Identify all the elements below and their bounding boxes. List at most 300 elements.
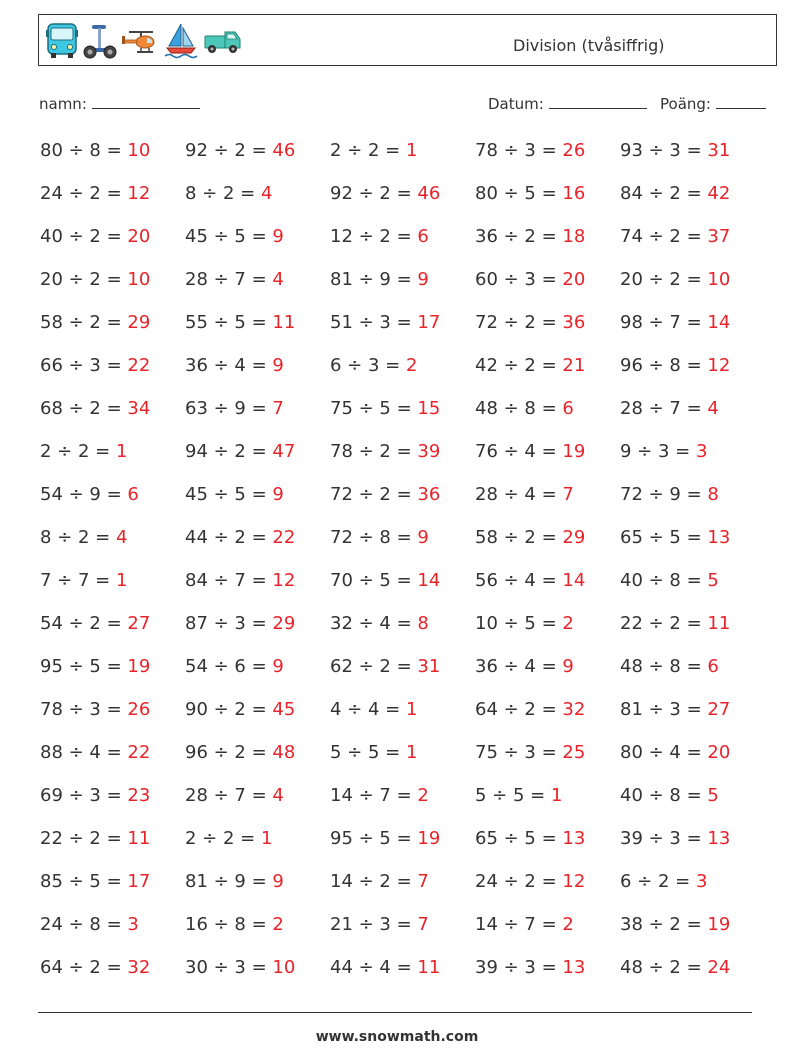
problem-answer: 4 xyxy=(272,269,284,290)
problem-answer: 9 xyxy=(272,656,284,677)
problem-question: 58 ÷ 2 = xyxy=(40,312,128,333)
date-line xyxy=(549,94,647,109)
problem-question: 30 ÷ 3 = xyxy=(185,957,273,978)
problem xyxy=(40,570,127,591)
problem-answer: 13 xyxy=(562,957,586,978)
problem-answer: 6 xyxy=(127,484,139,505)
problem-answer: 9 xyxy=(272,226,284,247)
problem-answer: 19 xyxy=(707,914,731,935)
problem xyxy=(330,269,429,290)
problem-answer: 1 xyxy=(405,742,418,763)
problem-answer: 6 xyxy=(417,226,429,247)
problem xyxy=(330,226,429,247)
problem xyxy=(330,914,429,935)
problem-question: 28 ÷ 4 = xyxy=(475,484,563,505)
problem-question: 36 ÷ 4 = xyxy=(475,656,563,677)
problem-answer: 27 xyxy=(127,613,151,634)
problem xyxy=(475,140,585,161)
problem-question: 84 ÷ 7 = xyxy=(185,570,273,591)
problem xyxy=(330,742,417,763)
problem xyxy=(185,355,284,376)
problem xyxy=(185,441,295,462)
problem-answer: 1 xyxy=(550,785,563,806)
problem xyxy=(40,441,127,462)
problem-answer: 11 xyxy=(707,613,731,634)
problem xyxy=(185,398,284,419)
problem xyxy=(620,527,730,548)
problem xyxy=(185,527,295,548)
problem-question: 70 ÷ 5 = xyxy=(330,570,418,591)
problem-question: 22 ÷ 2 = xyxy=(40,828,128,849)
problem xyxy=(185,656,284,677)
problem-answer: 12 xyxy=(707,355,731,376)
problem xyxy=(40,742,150,763)
problem xyxy=(185,742,295,763)
problem-answer: 1 xyxy=(260,828,273,849)
problem-answer: 10 xyxy=(127,269,151,290)
problem xyxy=(330,398,440,419)
problem-question: 75 ÷ 5 = xyxy=(330,398,418,419)
problem-answer: 20 xyxy=(562,269,586,290)
problem-answer: 22 xyxy=(127,742,151,763)
problem xyxy=(40,914,139,935)
problem xyxy=(330,785,429,806)
problem-answer: 1 xyxy=(405,699,418,720)
problem xyxy=(475,742,585,763)
problem xyxy=(620,656,719,677)
problem-question: 96 ÷ 2 = xyxy=(185,742,273,763)
problem xyxy=(185,828,272,849)
problem xyxy=(620,355,730,376)
problem xyxy=(475,828,585,849)
problem-answer: 18 xyxy=(562,226,586,247)
problem-question: 14 ÷ 2 = xyxy=(330,871,418,892)
problem xyxy=(40,656,150,677)
problem-answer: 26 xyxy=(127,699,151,720)
name-label: namn: xyxy=(39,95,87,113)
problem xyxy=(330,656,440,677)
problem xyxy=(185,785,284,806)
problem-question: 81 ÷ 9 = xyxy=(330,269,418,290)
problem xyxy=(620,613,730,634)
problem xyxy=(475,398,574,419)
problem-answer: 37 xyxy=(707,226,731,247)
problem-question: 54 ÷ 2 = xyxy=(40,613,128,634)
problem-answer: 9 xyxy=(417,527,429,548)
problem-answer: 4 xyxy=(115,527,128,548)
problem xyxy=(40,957,150,978)
problem-question: 28 ÷ 7 = xyxy=(185,785,273,806)
problem-question: 21 ÷ 3 = xyxy=(330,914,418,935)
problem-answer: 16 xyxy=(562,183,586,204)
problem-question: 84 ÷ 2 = xyxy=(620,183,708,204)
problem-question: 2 ÷ 2 = xyxy=(330,140,406,161)
problem xyxy=(185,183,272,204)
problem-answer: 12 xyxy=(127,183,151,204)
problem-answer: 11 xyxy=(417,957,441,978)
problem-answer: 8 xyxy=(417,613,429,634)
problem xyxy=(185,269,284,290)
problem-question: 98 ÷ 7 = xyxy=(620,312,708,333)
problem-question: 42 ÷ 2 = xyxy=(475,355,563,376)
problem-answer: 6 xyxy=(707,656,719,677)
problem-answer: 13 xyxy=(707,828,731,849)
problem-question: 22 ÷ 2 = xyxy=(620,613,708,634)
problem-question: 32 ÷ 4 = xyxy=(330,613,418,634)
problem-question: 5 ÷ 5 = xyxy=(330,742,406,763)
footer-divider xyxy=(38,1012,752,1013)
problem-question: 48 ÷ 2 = xyxy=(620,957,708,978)
problem-question: 48 ÷ 8 = xyxy=(620,656,708,677)
problem-question: 68 ÷ 2 = xyxy=(40,398,128,419)
problem xyxy=(330,871,429,892)
problem-question: 60 ÷ 3 = xyxy=(475,269,563,290)
problem-answer: 9 xyxy=(272,355,284,376)
problem-answer: 9 xyxy=(272,871,284,892)
problem-answer: 31 xyxy=(707,140,731,161)
problem xyxy=(185,570,295,591)
problem-answer: 11 xyxy=(127,828,151,849)
problem-question: 44 ÷ 4 = xyxy=(330,957,418,978)
problem-question: 16 ÷ 8 = xyxy=(185,914,273,935)
problem xyxy=(185,914,284,935)
problem xyxy=(330,183,440,204)
problem-answer: 17 xyxy=(127,871,151,892)
problem-answer: 24 xyxy=(707,957,731,978)
problem xyxy=(620,742,730,763)
problem-answer: 2 xyxy=(562,914,574,935)
problem xyxy=(185,312,295,333)
problem-answer: 21 xyxy=(562,355,586,376)
problem xyxy=(620,183,730,204)
problem-question: 36 ÷ 4 = xyxy=(185,355,273,376)
problem-answer: 2 xyxy=(562,613,574,634)
problem xyxy=(620,140,730,161)
problem-question: 39 ÷ 3 = xyxy=(620,828,708,849)
problem-answer: 1 xyxy=(405,140,418,161)
problem xyxy=(40,398,150,419)
problem-question: 2 ÷ 2 = xyxy=(185,828,261,849)
problem xyxy=(620,828,730,849)
problem xyxy=(185,957,295,978)
problem-question: 95 ÷ 5 = xyxy=(330,828,418,849)
problem-question: 40 ÷ 8 = xyxy=(620,570,708,591)
problem-question: 72 ÷ 2 = xyxy=(475,312,563,333)
problem xyxy=(475,613,574,634)
problem-question: 12 ÷ 2 = xyxy=(330,226,418,247)
problem xyxy=(330,484,440,505)
footer-url: www.snowmath.com xyxy=(315,1029,479,1045)
segway-icon xyxy=(83,22,117,60)
problem xyxy=(330,312,440,333)
name-line xyxy=(92,94,200,109)
problem-question: 93 ÷ 3 = xyxy=(620,140,708,161)
problem xyxy=(40,871,150,892)
problem xyxy=(330,355,417,376)
problem-question: 72 ÷ 2 = xyxy=(330,484,418,505)
problem-question: 4 ÷ 4 = xyxy=(330,699,406,720)
score-line xyxy=(716,94,766,109)
problem-answer: 2 xyxy=(405,355,418,376)
problem-question: 80 ÷ 4 = xyxy=(620,742,708,763)
problem-answer: 7 xyxy=(562,484,574,505)
problem xyxy=(40,140,150,161)
problem-answer: 36 xyxy=(417,484,441,505)
problem-answer: 11 xyxy=(272,312,296,333)
name-field xyxy=(39,94,200,113)
problem xyxy=(475,570,585,591)
icon-strip xyxy=(45,21,243,61)
problem xyxy=(40,355,150,376)
problem xyxy=(40,226,150,247)
problem-question: 72 ÷ 8 = xyxy=(330,527,418,548)
problem-answer: 22 xyxy=(272,527,296,548)
problem xyxy=(185,613,295,634)
problem xyxy=(475,183,585,204)
worksheet-header xyxy=(38,14,777,66)
problem xyxy=(475,914,574,935)
problem xyxy=(620,914,730,935)
problem-question: 51 ÷ 3 = xyxy=(330,312,418,333)
problem-question: 81 ÷ 3 = xyxy=(620,699,708,720)
problem-answer: 46 xyxy=(272,140,296,161)
problem-answer: 8 xyxy=(707,484,719,505)
problem-question: 38 ÷ 2 = xyxy=(620,914,708,935)
problem-question: 72 ÷ 9 = xyxy=(620,484,708,505)
problem-answer: 3 xyxy=(695,441,708,462)
problem-answer: 5 xyxy=(707,785,719,806)
problem xyxy=(475,269,585,290)
problem-question: 45 ÷ 5 = xyxy=(185,484,273,505)
problem xyxy=(330,613,429,634)
problem-question: 90 ÷ 2 = xyxy=(185,699,273,720)
problem xyxy=(185,871,284,892)
problem xyxy=(620,398,719,419)
problem xyxy=(185,699,295,720)
problem-question: 39 ÷ 3 = xyxy=(475,957,563,978)
problem-answer: 19 xyxy=(127,656,151,677)
sailboat-icon xyxy=(163,22,199,60)
problem xyxy=(620,570,719,591)
problem-question: 56 ÷ 4 = xyxy=(475,570,563,591)
problem-answer: 9 xyxy=(272,484,284,505)
problem-answer: 39 xyxy=(417,441,441,462)
problem-answer: 4 xyxy=(260,183,273,204)
problem-question: 24 ÷ 8 = xyxy=(40,914,128,935)
truck-icon xyxy=(203,22,243,60)
problem-question: 65 ÷ 5 = xyxy=(620,527,708,548)
score-label: Poäng: xyxy=(660,95,711,113)
problem-question: 78 ÷ 2 = xyxy=(330,441,418,462)
problem-question: 78 ÷ 3 = xyxy=(40,699,128,720)
problem-question: 64 ÷ 2 = xyxy=(40,957,128,978)
problem-question: 87 ÷ 3 = xyxy=(185,613,273,634)
problem-answer: 14 xyxy=(417,570,441,591)
problem-answer: 20 xyxy=(127,226,151,247)
problem-question: 95 ÷ 5 = xyxy=(40,656,128,677)
problem-question: 94 ÷ 2 = xyxy=(185,441,273,462)
problem xyxy=(40,785,150,806)
problem xyxy=(620,312,730,333)
problem xyxy=(40,699,150,720)
problem-answer: 27 xyxy=(707,699,731,720)
problem-answer: 19 xyxy=(562,441,586,462)
problem xyxy=(475,484,574,505)
date-field xyxy=(488,94,647,113)
problem-question: 65 ÷ 5 = xyxy=(475,828,563,849)
problem-question: 81 ÷ 9 = xyxy=(185,871,273,892)
problem-answer: 3 xyxy=(127,914,139,935)
problem xyxy=(40,613,150,634)
problem xyxy=(475,355,585,376)
problem-answer: 34 xyxy=(127,398,151,419)
problem-question: 75 ÷ 3 = xyxy=(475,742,563,763)
problem-question: 28 ÷ 7 = xyxy=(185,269,273,290)
problem xyxy=(620,871,707,892)
problem-answer: 4 xyxy=(707,398,719,419)
problem-question: 20 ÷ 2 = xyxy=(620,269,708,290)
problem xyxy=(330,140,417,161)
problem-question: 62 ÷ 2 = xyxy=(330,656,418,677)
problem xyxy=(620,484,719,505)
problem-question: 40 ÷ 2 = xyxy=(40,226,128,247)
problem-question: 69 ÷ 3 = xyxy=(40,785,128,806)
problem-answer: 2 xyxy=(417,785,429,806)
problem-answer: 20 xyxy=(707,742,731,763)
worksheet-title: Division (tvåsiffrig) xyxy=(513,36,665,55)
problem-answer: 12 xyxy=(562,871,586,892)
bus-icon xyxy=(45,22,79,60)
problem-answer: 6 xyxy=(562,398,574,419)
problem xyxy=(620,226,730,247)
problem xyxy=(475,699,585,720)
problem-question: 66 ÷ 3 = xyxy=(40,355,128,376)
problem xyxy=(620,441,707,462)
problem xyxy=(330,699,417,720)
problem-answer: 14 xyxy=(707,312,731,333)
problem xyxy=(330,527,429,548)
problem-answer: 9 xyxy=(417,269,429,290)
problem-question: 24 ÷ 2 = xyxy=(40,183,128,204)
date-label: Datum: xyxy=(488,95,544,113)
problem-question: 54 ÷ 6 = xyxy=(185,656,273,677)
problem-question: 24 ÷ 2 = xyxy=(475,871,563,892)
problem-answer: 2 xyxy=(272,914,284,935)
problem-answer: 7 xyxy=(417,871,429,892)
problem-answer: 48 xyxy=(272,742,296,763)
problem-question: 8 ÷ 2 = xyxy=(40,527,116,548)
problem-question: 9 ÷ 3 = xyxy=(620,441,696,462)
problem xyxy=(620,269,730,290)
problem-question: 6 ÷ 3 = xyxy=(330,355,406,376)
problem-answer: 4 xyxy=(272,785,284,806)
problem-answer: 9 xyxy=(562,656,574,677)
problem xyxy=(620,699,730,720)
problem-question: 58 ÷ 2 = xyxy=(475,527,563,548)
problem xyxy=(620,785,719,806)
problem-answer: 15 xyxy=(417,398,441,419)
problem-answer: 32 xyxy=(127,957,151,978)
problem-answer: 1 xyxy=(115,441,128,462)
problem-answer: 26 xyxy=(562,140,586,161)
problem-answer: 3 xyxy=(695,871,708,892)
problem-question: 7 ÷ 7 = xyxy=(40,570,116,591)
problem-question: 85 ÷ 5 = xyxy=(40,871,128,892)
problem-answer: 46 xyxy=(417,183,441,204)
problem xyxy=(475,785,562,806)
problem-question: 8 ÷ 2 = xyxy=(185,183,261,204)
problem-answer: 12 xyxy=(272,570,296,591)
problem-answer: 10 xyxy=(272,957,296,978)
problem-answer: 17 xyxy=(417,312,441,333)
problem-answer: 32 xyxy=(562,699,586,720)
problem-answer: 47 xyxy=(272,441,296,462)
problem xyxy=(475,226,585,247)
problem-answer: 36 xyxy=(562,312,586,333)
problem-question: 76 ÷ 4 = xyxy=(475,441,563,462)
problem-question: 6 ÷ 2 = xyxy=(620,871,696,892)
problem xyxy=(475,527,585,548)
problem xyxy=(475,656,574,677)
problem-question: 63 ÷ 9 = xyxy=(185,398,273,419)
problem-answer: 7 xyxy=(417,914,429,935)
problem-answer: 29 xyxy=(562,527,586,548)
problem-question: 88 ÷ 4 = xyxy=(40,742,128,763)
score-field xyxy=(660,94,766,113)
problem-answer: 31 xyxy=(417,656,441,677)
problem-question: 54 ÷ 9 = xyxy=(40,484,128,505)
problem xyxy=(40,527,127,548)
helicopter-icon xyxy=(121,22,159,60)
problem-answer: 10 xyxy=(127,140,151,161)
problem xyxy=(40,828,150,849)
problem-answer: 19 xyxy=(417,828,441,849)
problem-answer: 45 xyxy=(272,699,296,720)
problem xyxy=(40,269,150,290)
problem-question: 64 ÷ 2 = xyxy=(475,699,563,720)
problem-answer: 29 xyxy=(272,613,296,634)
problem-question: 2 ÷ 2 = xyxy=(40,441,116,462)
problem-question: 92 ÷ 2 = xyxy=(330,183,418,204)
problem xyxy=(185,140,295,161)
problem xyxy=(40,312,150,333)
problem-answer: 7 xyxy=(272,398,284,419)
problem xyxy=(330,441,440,462)
problem xyxy=(330,957,440,978)
problem-question: 55 ÷ 5 = xyxy=(185,312,273,333)
problem xyxy=(40,183,150,204)
problem-answer: 5 xyxy=(707,570,719,591)
problem-question: 10 ÷ 5 = xyxy=(475,613,563,634)
problem-answer: 23 xyxy=(127,785,151,806)
problem-answer: 25 xyxy=(562,742,586,763)
problem-answer: 29 xyxy=(127,312,151,333)
problem-question: 44 ÷ 2 = xyxy=(185,527,273,548)
problem-answer: 10 xyxy=(707,269,731,290)
problem-answer: 14 xyxy=(562,570,586,591)
problem xyxy=(40,484,139,505)
problem-question: 96 ÷ 8 = xyxy=(620,355,708,376)
problem-question: 28 ÷ 7 = xyxy=(620,398,708,419)
problem xyxy=(330,570,440,591)
problem-question: 5 ÷ 5 = xyxy=(475,785,551,806)
problem-question: 74 ÷ 2 = xyxy=(620,226,708,247)
problem xyxy=(475,312,585,333)
problem-question: 40 ÷ 8 = xyxy=(620,785,708,806)
problem-answer: 13 xyxy=(562,828,586,849)
problem-question: 80 ÷ 5 = xyxy=(475,183,563,204)
problem xyxy=(475,871,585,892)
